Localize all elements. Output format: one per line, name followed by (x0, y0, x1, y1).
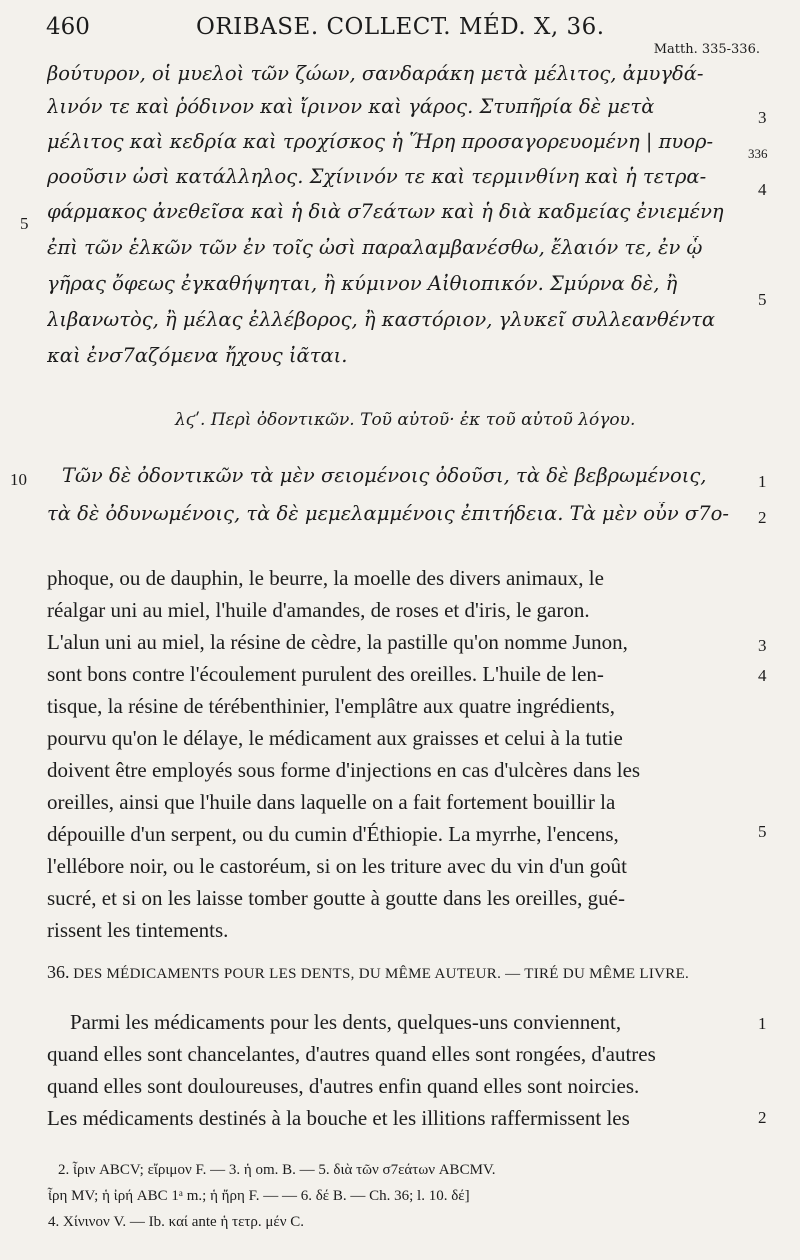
french-line: pourvu qu'on le délaye, le médicament aux graisses et celui à la tutie (47, 726, 623, 750)
greek-line: γῆρας ὄφεως ἐγκαθήψηται, ἢ κύμινον Αἰθιοπικόν. Σμύρνα δὲ, ἢ (47, 272, 678, 295)
french-line: oreilles, ainsi que l'huile dans laquelle on a fait fortement bouillir la (47, 790, 616, 814)
french-line: sont bons contre l'écoulement purulent des oreilles. L'huile de len- (47, 662, 604, 686)
greek-line: καὶ ἐνσ7αζόμενα ἤχους ἰᾶται. (47, 344, 348, 367)
greek-line: λινόν τε καὶ ῥόδινον καὶ ἴρινον καὶ γάρος. Στυπῆρία δὲ μετὰ (47, 95, 655, 118)
greek-line: ἐπὶ τῶν ἑλκῶν τῶν ἐν τοῖς ὠσὶ παραλαμβανέσθω, ἔλαιόν τε, ἐν ᾧ (47, 236, 703, 259)
french-line: L'alun uni au miel, la résine de cèdre, la pastille qu'on nomme Junon, (47, 630, 628, 654)
greek-line: τὰ δὲ ὀδυνωμένοις, τὰ δὲ μεμελαμμένοις ἐπιτήδεια. Τὰ μὲν οὖν σ7ο- (47, 502, 729, 525)
margin-number: 4 (758, 666, 767, 685)
margin-number: 4 (758, 180, 767, 199)
section-title-text: DES MÉDICAMENTS POUR LES DENTS, DU MÊME AUTEUR. — TIRÉ DU MÊME LIVRE. (73, 966, 690, 982)
margin-number: 3 (758, 108, 767, 127)
margin-number: 2 (758, 508, 767, 527)
french-line: tisque, la résine de térébenthinier, l'emplâtre aux quatre ingrédients, (47, 694, 615, 718)
margin-number: 10 (10, 470, 27, 489)
french-line: doivent être employés sous forme d'injections en cas d'ulcères dans les (47, 758, 641, 782)
page-reference: Matth. 335-336. (653, 42, 760, 57)
greek-line: φάρμακος ἀνεθεῖσα καὶ ἡ διὰ σ7εάτων καὶ ἡ διὰ καδμείας ἐνιεμένη (47, 200, 724, 223)
french-line: quand elles sont douloureuses, d'autres enfin quand elles sont noircies. (47, 1074, 640, 1098)
margin-number: 1 (758, 472, 767, 491)
greek-section-title: λϛʹ. Περὶ ὀδοντικῶν. Τοῦ αὐτοῦ· ἐκ τοῦ αὐτοῦ λόγου. (175, 410, 636, 430)
margin-number: 1 (758, 1014, 767, 1033)
margin-number: 336 (748, 146, 768, 161)
french-line: sucré, et si on les laisse tomber goutte à goutte dans les oreilles, gué- (47, 886, 625, 910)
margin-number: 5 (758, 822, 767, 841)
greek-line: ροοῦσιν ὠσὶ κατάλληλος. Σχίνινόν τε καὶ τερμινθίνη καὶ ἡ τετρα- (47, 165, 707, 188)
greek-line: βούτυρον, οἱ μυελοὶ τῶν ζώων, σανδαράκη μετὰ μέλιτος, ἀμυγδά- (47, 62, 704, 85)
french-line: phoque, ou de dauphin, le beurre, la moelle des divers animaux, le (47, 566, 604, 590)
margin-number: 5 (20, 214, 29, 233)
french-line: Les médicaments destinés à la bouche et les illitions raffermissent les (47, 1106, 630, 1130)
margin-number: 2 (758, 1108, 767, 1127)
greek-line: Τῶν δὲ ὀδοντικῶν τὰ μὲν σειομένοις ὀδοῦσι, τὰ δὲ βεβρωμένοις, (62, 464, 707, 487)
french-line: quand elles sont chancelantes, d'autres quand elles sont rongées, d'autres (47, 1042, 656, 1066)
french-line: dépouille d'un serpent, ou du cumin d'Éthiopie. La myrrhe, l'encens, (47, 822, 619, 846)
greek-line: μέλιτος καὶ κεδρία καὶ τροχίσκος ἡ Ἥρη προσαγορευομένη | πυορ- (47, 130, 714, 153)
greek-line: λιβανωτὸς, ἢ μέλας ἐλλέβορος, ἢ καστόριον, γλυκεῖ συλλεανθέντα (47, 308, 716, 331)
french-line: réalgar uni au miel, l'huile d'amandes, de roses et d'iris, le garon. (47, 598, 590, 622)
french-line: Parmi les médicaments pour les dents, quelques-uns conviennent, (70, 1010, 622, 1034)
footnote-line: ἶρη MV; ἡ ἰρή ABC 1ᵃ m.; ἡ ἤρη F. — — 6. δέ B. — Ch. 36; l. 10. δέ] (48, 1188, 470, 1204)
french-section-title (47, 962, 689, 983)
margin-number: 3 (758, 636, 767, 655)
margin-number: 5 (758, 290, 767, 309)
running-title: ORIBASE. COLLECT. MÉD. X, 36. (196, 14, 605, 40)
footnote-line: 4. Χίνινον V. — Ib. καί ante ἡ τετρ. μέν C. (48, 1214, 305, 1230)
french-line: l'ellébore noir, ou le castoréum, si on les triture avec du vin d'un goût (47, 854, 627, 878)
section-number: 36. (47, 962, 70, 982)
french-line: rissent les tintements. (47, 918, 229, 942)
footnote-line: 2. ἶριν ABCV; εἴριμον F. — 3. ἡ om. B. — 5. διὰ τῶν σ7εάτων ABCMV. (58, 1162, 496, 1178)
page-number: 460 (46, 14, 90, 40)
